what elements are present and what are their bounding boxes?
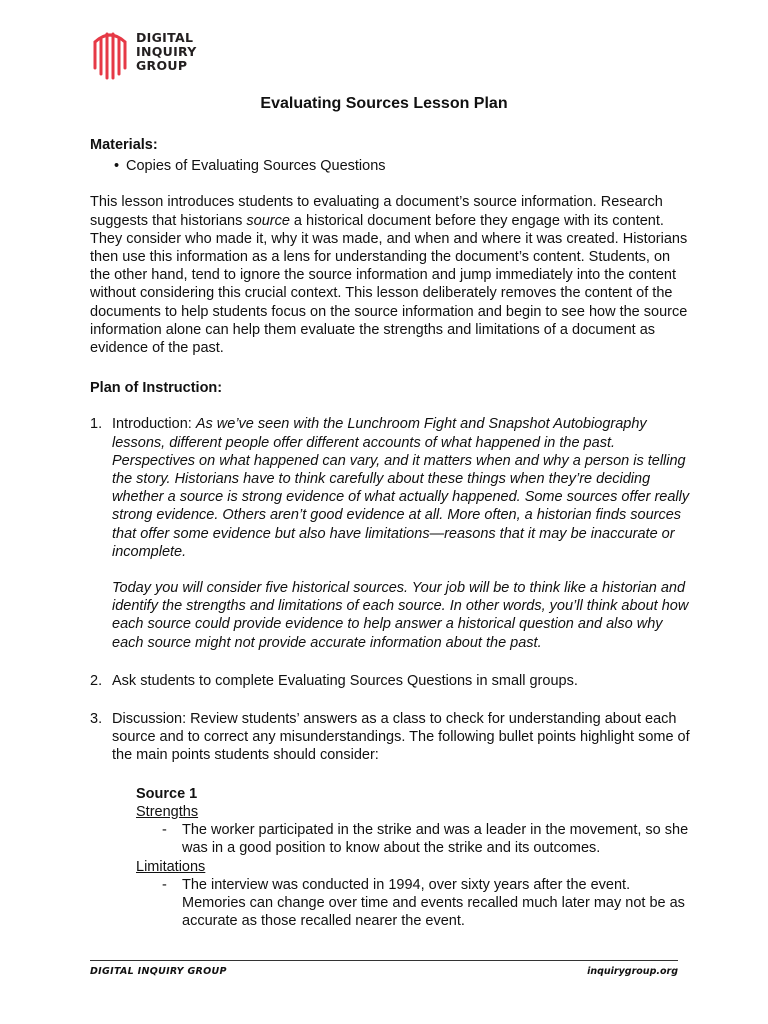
logo-line-1: DIGITAL [136, 30, 194, 45]
page-title: Evaluating Sources Lesson Plan [260, 95, 508, 112]
footer-organization: DIGITAL INQUIRY GROUP [90, 966, 227, 977]
intro-paragraph [90, 193, 690, 357]
logo [92, 28, 197, 88]
footer-divider [90, 960, 678, 961]
plan-item-lead: Introduction: [112, 416, 196, 433]
plan-item-number: 1. [90, 416, 103, 433]
source-1-block [112, 785, 690, 931]
plan-item-script-2: Today you will consider five historical sources. Your job will be to think like a historian and identify the strengths and limitations of each source. In other words, you’ll think about how each source could provide evidence to help answer a historical question and also why each source might not provide accurate information about the past. [112, 580, 689, 651]
logo-line-3: GROUP [136, 58, 188, 73]
limitations-label: Limitations [136, 858, 206, 875]
strengths-item [136, 821, 690, 857]
limitations-item-text: The interview was conducted in 1994, over sixty years after the event. Memories can change over time and events recalled much later may not be as accurate as those recalled nearer the event. [182, 876, 685, 930]
limitations-item [136, 876, 690, 931]
limitations-list [136, 876, 690, 931]
plan-item-2 [90, 672, 690, 690]
intro-emphasis: source [246, 212, 290, 229]
plan-item-number: 3. [90, 711, 103, 728]
logo-line-2: INQUIRY [136, 44, 197, 59]
intro-text-1: This lesson introduces students to evaluating a document’s source information. Research suggests that historians [90, 194, 663, 229]
plan-list [90, 415, 690, 930]
dash-marker: - [162, 876, 167, 893]
plan-item-script: As we’ve seen with the Lunchroom Fight and Snapshot Autobiography lessons, different people offer different accounts of what happened in the past. Perspectives on what happened can vary, and it matters when and why a person is telling the story. Historians have to think carefully about these things when they’re deciding whether a source is strong evidence of what actually happened. Some sources offer really strong evidence. Others aren’t good evidence at all. More often, a historian finds sources that offer some evidence but also have limitations—reasons that it may be inaccurate or incomplete. [112, 416, 690, 560]
strengths-item-text: The worker participated in the strike and was a leader in the movement, so she was in a good position to know about the strike and its outcomes. [182, 822, 689, 857]
plan-item-text: Ask students to complete Evaluating Sources Questions in small groups. [112, 672, 578, 689]
logo-wordmark [136, 31, 197, 73]
logo-mark-icon [92, 28, 128, 80]
dash-marker: - [162, 822, 167, 839]
materials-item: • Copies of Evaluating Sources Questions [90, 157, 690, 175]
document-body [90, 136, 690, 950]
intro-text-2: a historical document before they engage with its content. They consider who made it, why it was made, and when and where it was created. Historians then use this information as a lens for understanding the document’s content. Students, on the other hand, tend to ignore the source information and jump immediately into the content without considering this crucial context. This lesson deliberately removes the content of the documents to help students focus on the source information and begin to see how the source information alone can help them evaluate the strengths and limitations of a document as evidence of the past. [90, 212, 688, 357]
plan-heading: Plan of Instruction: [90, 380, 223, 397]
footer-website: inquirygroup.org [587, 966, 678, 977]
plan-item-1 [90, 415, 690, 651]
source-1-heading: Source 1 [136, 785, 198, 802]
strengths-list [136, 821, 690, 857]
plan-item-number: 2. [90, 672, 103, 689]
materials-list [90, 157, 690, 175]
materials-heading: Materials: [90, 137, 158, 153]
strengths-label: Strengths [136, 803, 199, 820]
plan-item-3 [90, 710, 690, 930]
plan-item-text: Discussion: Review students’ answers as a class to check for understanding about each source and to correct any misunderstandings. The following bullet points highlight some of the main points students should consider: [112, 711, 690, 764]
